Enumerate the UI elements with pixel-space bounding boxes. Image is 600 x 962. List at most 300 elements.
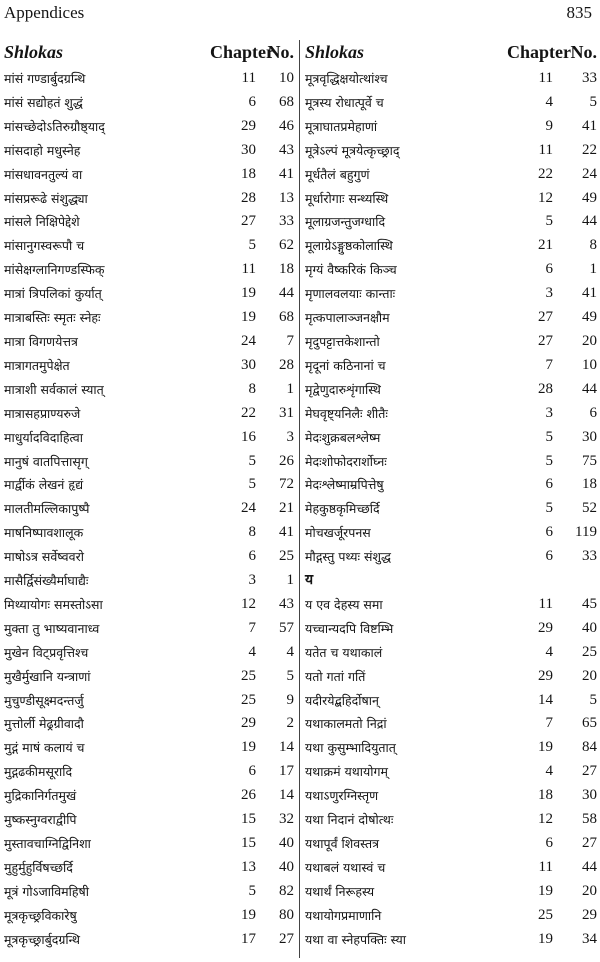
index-row bbox=[305, 784, 597, 808]
verse-number: 14 bbox=[279, 739, 294, 756]
shloka-text: माषनिष्पावशालूक bbox=[4, 525, 84, 541]
verse-number: 7 bbox=[286, 332, 294, 349]
chapter-number: 12 bbox=[538, 189, 553, 206]
chapter-number: 16 bbox=[241, 428, 256, 445]
shloka-text: मात्राबस्तिः स्मृतः स्नेहः bbox=[4, 310, 101, 326]
chapter-header: Chapter bbox=[210, 42, 274, 62]
shloka-text: मात्राशी सर्वकालं स्यात् bbox=[4, 381, 104, 397]
verse-number: 41 bbox=[582, 285, 597, 302]
index-row bbox=[4, 784, 294, 808]
shloka-text: मिथ्यायोगः समस्तोऽसा bbox=[4, 596, 103, 612]
verse-number: 5 bbox=[286, 667, 294, 684]
verse-number: 34 bbox=[582, 930, 597, 947]
index-row bbox=[305, 234, 597, 258]
shloka-text: मांसं सद्योहतं शुद्धं bbox=[4, 94, 83, 110]
verse-number: 31 bbox=[279, 404, 294, 421]
verse-number: 4 bbox=[286, 643, 294, 660]
chapter-number: 22 bbox=[241, 404, 256, 421]
verse-number: 33 bbox=[582, 548, 597, 565]
shloka-text: मुखैर्मुखानि यन्त्राणां bbox=[4, 668, 91, 684]
chapter-number: 13 bbox=[241, 858, 256, 875]
verse-number: 5 bbox=[589, 691, 597, 708]
column-header-row bbox=[305, 37, 597, 67]
verse-number: 45 bbox=[582, 595, 597, 612]
index-row bbox=[4, 665, 294, 689]
chapter-number: 29 bbox=[538, 619, 553, 636]
chapter-number: 3 bbox=[545, 285, 553, 302]
chapter-number: 6 bbox=[545, 476, 553, 493]
shloka-text: यतेत च यथाकालं bbox=[305, 644, 383, 660]
shloka-text: मुस्तावचाग्निद्विनिशा bbox=[4, 836, 91, 851]
shloka-text: मूत्रेऽल्पं मूत्रयेत्कृच्छ्राद् bbox=[305, 142, 400, 158]
shloka-text: मृद्वेणुदारुशृंगास्थि bbox=[305, 381, 381, 397]
chapter-number: 19 bbox=[241, 906, 256, 923]
shloka-text: मेहकुष्ठकृमिच्छर्दि bbox=[305, 501, 380, 517]
verse-number: 6 bbox=[589, 404, 597, 421]
chapter-number: 24 bbox=[241, 500, 256, 517]
shloka-text: मुखेन विट्प्रवृत्तिश्च bbox=[4, 644, 89, 660]
index-row bbox=[4, 163, 294, 187]
number-header: No. bbox=[570, 42, 597, 62]
verse-number: 40 bbox=[582, 619, 597, 636]
chapter-number: 5 bbox=[545, 428, 553, 445]
page-header bbox=[4, 3, 592, 25]
verse-number: 27 bbox=[582, 835, 597, 851]
chapter-number: 6 bbox=[248, 93, 256, 110]
index-row bbox=[305, 306, 597, 330]
index-row bbox=[4, 641, 294, 665]
verse-number: 44 bbox=[582, 858, 597, 875]
chapter-number: 7 bbox=[545, 356, 553, 373]
chapter-number: 4 bbox=[545, 763, 553, 780]
verse-number: 44 bbox=[582, 213, 597, 230]
index-row bbox=[305, 521, 597, 545]
shloka-text: मूलाग्रजन्तुजग्धादि bbox=[305, 214, 386, 230]
chapter-number: 6 bbox=[545, 524, 553, 541]
index-row bbox=[305, 450, 597, 474]
shloka-text: मौद्गस्तु पथ्यः संशुद्ध bbox=[305, 549, 391, 565]
chapter-number: 21 bbox=[538, 237, 553, 254]
verse-number: 1 bbox=[286, 380, 294, 397]
chapter-number: 11 bbox=[241, 70, 256, 86]
verse-number: 40 bbox=[279, 858, 294, 875]
index-row bbox=[305, 736, 597, 760]
chapter-number: 5 bbox=[248, 452, 256, 469]
chapter-number: 30 bbox=[241, 356, 256, 373]
index-row bbox=[305, 187, 597, 211]
verse-number: 10 bbox=[582, 356, 597, 373]
column-header-row bbox=[4, 37, 294, 67]
verse-number: 33 bbox=[582, 70, 597, 86]
index-row bbox=[4, 426, 294, 450]
chapter-number: 3 bbox=[545, 404, 553, 421]
shloka-index-right-column bbox=[305, 37, 597, 952]
index-row bbox=[4, 450, 294, 474]
shloka-text: मांसच्छेदोऽतिरुग्रौष्ठ्याद् bbox=[4, 118, 105, 134]
verse-number: 49 bbox=[582, 189, 597, 206]
verse-number: 22 bbox=[582, 141, 597, 158]
verse-number: 62 bbox=[279, 237, 294, 254]
shloka-text: मुहुर्मुहुर्विषच्छर्दि bbox=[4, 859, 73, 875]
shloka-text: मुद्रिकानिर्गतमुखं bbox=[4, 788, 77, 804]
page-number: 835 bbox=[566, 3, 592, 22]
chapter-number: 6 bbox=[545, 261, 553, 278]
shloka-text: मृग्यं वैष्करिकं किञ्च bbox=[305, 262, 397, 278]
shloka-text: मांसानुगस्वरूपौ च bbox=[4, 238, 85, 254]
verse-number: 30 bbox=[582, 428, 597, 445]
index-row bbox=[4, 593, 294, 617]
index-row bbox=[305, 856, 597, 880]
index-row bbox=[4, 712, 294, 736]
chapter-number: 5 bbox=[248, 476, 256, 493]
shloka-text: यथापूर्वं शिवस्तत्र bbox=[305, 836, 380, 851]
index-row bbox=[4, 378, 294, 402]
chapter-number: 14 bbox=[538, 691, 553, 708]
verse-number: 29 bbox=[582, 906, 597, 923]
verse-number: 65 bbox=[582, 715, 597, 732]
chapter-number: 18 bbox=[538, 787, 553, 804]
chapter-number: 6 bbox=[248, 548, 256, 565]
shlokas-header: Shlokas bbox=[4, 42, 64, 62]
verse-number: 21 bbox=[279, 500, 294, 517]
chapter-number: 17 bbox=[241, 930, 256, 947]
verse-number: 119 bbox=[575, 524, 597, 541]
chapter-number: 9 bbox=[545, 117, 553, 134]
verse-number: 3 bbox=[286, 428, 294, 445]
index-row bbox=[305, 67, 597, 91]
chapter-number: 18 bbox=[241, 165, 256, 182]
shloka-text: माधुर्यादविदाहित्वा bbox=[4, 429, 83, 445]
number-header: No. bbox=[267, 42, 294, 62]
shloka-text: यथार्थं निरूहस्य bbox=[305, 883, 375, 899]
index-row bbox=[4, 330, 294, 354]
section-title: Appendices bbox=[4, 3, 85, 22]
chapter-number: 27 bbox=[538, 332, 553, 349]
index-row bbox=[4, 67, 294, 91]
shloka-text: मूलाग्रेऽङ्गुष्ठकोलास्थि bbox=[305, 238, 393, 254]
shloka-text: यतो गतां गतिं bbox=[305, 668, 366, 684]
chapter-number: 5 bbox=[545, 213, 553, 230]
index-row bbox=[4, 904, 294, 928]
index-row bbox=[305, 545, 597, 569]
shloka-text: मूत्रं गोऽजाविमहिषी bbox=[4, 883, 89, 899]
shloka-text: मात्रां त्रिपलिकां कुर्यात् bbox=[4, 286, 102, 302]
index-row bbox=[4, 497, 294, 521]
verse-number: 18 bbox=[279, 261, 294, 278]
shloka-text: मृदूनां कठिनानां च bbox=[305, 357, 386, 373]
index-row bbox=[305, 115, 597, 139]
verse-number: 20 bbox=[582, 667, 597, 684]
shloka-text: मांसं गण्डार्बुदग्रन्थि bbox=[4, 71, 86, 86]
verse-number: 20 bbox=[582, 882, 597, 899]
verse-number: 24 bbox=[582, 165, 597, 182]
index-row bbox=[4, 91, 294, 115]
shloka-text: मासैर्द्विसंख्यैर्माघाद्यैः bbox=[4, 573, 89, 589]
chapter-number: 12 bbox=[538, 811, 553, 828]
index-row bbox=[305, 210, 597, 234]
chapter-number: 19 bbox=[241, 309, 256, 326]
shloka-text: यच्चान्यदपि विष्टम्भि bbox=[305, 620, 394, 636]
index-row bbox=[4, 234, 294, 258]
verse-number: 1 bbox=[286, 572, 294, 589]
chapter-number: 28 bbox=[241, 189, 256, 206]
index-row bbox=[4, 689, 294, 713]
letter-heading: य bbox=[305, 572, 314, 589]
index-row bbox=[305, 832, 597, 856]
verse-number: 33 bbox=[279, 213, 294, 230]
shloka-text: मेदःश्लेष्माम्रपित्तेषु bbox=[305, 477, 384, 493]
shloka-text: मात्रागतमुपेक्षेत bbox=[4, 357, 70, 373]
verse-number: 43 bbox=[279, 595, 294, 612]
chapter-number: 25 bbox=[241, 691, 256, 708]
chapter-number: 19 bbox=[538, 882, 553, 899]
verse-number: 80 bbox=[279, 906, 294, 923]
shloka-text: मूत्राघातप्रमेहाणां bbox=[305, 118, 378, 134]
chapter-number: 3 bbox=[248, 572, 256, 589]
index-row bbox=[4, 521, 294, 545]
shloka-text: मोचखर्जूरपनस bbox=[305, 525, 371, 541]
shloka-text: मूत्रकृच्छ्रार्बुदग्रन्थि bbox=[4, 931, 80, 947]
index-row bbox=[305, 689, 597, 713]
index-row bbox=[4, 856, 294, 880]
shloka-text: मालतीमल्लिकापुष्पै bbox=[4, 501, 90, 517]
shloka-text: मूर्धतैलं बहुगुणं bbox=[305, 166, 370, 182]
shloka-text: यदीरयेद्बहिर्दोषान् bbox=[305, 692, 379, 708]
index-row bbox=[305, 808, 597, 832]
verse-number: 17 bbox=[279, 763, 294, 780]
chapter-number: 11 bbox=[241, 261, 256, 278]
index-row bbox=[305, 641, 597, 665]
chapter-number: 4 bbox=[248, 643, 256, 660]
verse-number: 72 bbox=[279, 476, 294, 493]
index-row bbox=[4, 210, 294, 234]
shloka-text: मात्रासहप्राण्यरुजे bbox=[4, 405, 81, 421]
index-row bbox=[305, 163, 597, 187]
verse-number: 27 bbox=[582, 763, 597, 780]
shloka-text: यथा वा स्नेहपक्तिः स्या bbox=[305, 931, 406, 947]
shloka-text: मांसप्ररूढे संशुद्ध्या bbox=[4, 190, 88, 206]
verse-number: 41 bbox=[582, 117, 597, 134]
chapter-number: 11 bbox=[538, 70, 553, 86]
shloka-text: मुत्तोर्ली मेढ्रग्रीवादौ bbox=[4, 716, 84, 732]
verse-number: 58 bbox=[582, 811, 597, 828]
shloka-text: मानुषं वातपित्तासृग् bbox=[4, 453, 88, 469]
shloka-text: मात्रा विगणयेत्तत्र bbox=[4, 333, 78, 349]
index-row bbox=[4, 545, 294, 569]
verse-number: 18 bbox=[582, 476, 597, 493]
shloka-text: यथाऽणुरग्निस्तृण bbox=[305, 788, 379, 804]
shloka-text: यथाकालमतो निद्रां bbox=[305, 716, 387, 732]
shloka-text: माषोऽत्र सर्वेष्ववरो bbox=[4, 549, 84, 565]
index-row bbox=[305, 617, 597, 641]
shloka-text: मांसले निक्षिपेद्देशे bbox=[4, 214, 80, 230]
verse-number: 2 bbox=[286, 715, 294, 732]
verse-number: 84 bbox=[582, 739, 597, 756]
chapter-number: 5 bbox=[248, 882, 256, 899]
index-row bbox=[4, 282, 294, 306]
verse-number: 10 bbox=[279, 70, 294, 86]
chapter-number: 24 bbox=[241, 332, 256, 349]
shloka-text: यथायोगप्रमाणानि bbox=[305, 907, 382, 923]
chapter-number: 5 bbox=[545, 452, 553, 469]
index-row bbox=[4, 306, 294, 330]
index-row bbox=[4, 258, 294, 282]
chapter-number: 15 bbox=[241, 811, 256, 828]
index-row bbox=[4, 928, 294, 952]
index-row bbox=[4, 402, 294, 426]
verse-number: 57 bbox=[279, 619, 294, 636]
chapter-number: 11 bbox=[538, 141, 553, 158]
chapter-number: 28 bbox=[538, 380, 553, 397]
chapter-number: 29 bbox=[538, 667, 553, 684]
shloka-index-left-column bbox=[4, 37, 294, 952]
verse-number: 5 bbox=[589, 93, 597, 110]
verse-number: 9 bbox=[286, 691, 294, 708]
shloka-text: मुद्गं माषं कलायं च bbox=[4, 740, 85, 756]
verse-number: 75 bbox=[582, 452, 597, 469]
index-row bbox=[305, 928, 597, 952]
shloka-text: यथा कुसुम्भादियुतात् bbox=[305, 740, 396, 756]
shloka-text: मुष्कस्नुग्वराद्वीपि bbox=[4, 812, 77, 828]
chapter-number: 7 bbox=[248, 619, 256, 636]
verse-number: 25 bbox=[279, 548, 294, 565]
column-divider bbox=[299, 40, 300, 958]
chapter-number: 29 bbox=[241, 117, 256, 134]
chapter-number: 25 bbox=[241, 667, 256, 684]
shlokas-header: Shlokas bbox=[305, 42, 365, 62]
index-row bbox=[4, 760, 294, 784]
shloka-text: मार्द्वीकं लेखनं हृद्यं bbox=[4, 477, 84, 493]
chapter-header: Chapter bbox=[507, 42, 571, 62]
chapter-number: 8 bbox=[248, 380, 256, 397]
shloka-text: मृदुपट्टात्तकेशान्तो bbox=[305, 333, 380, 349]
index-row bbox=[4, 808, 294, 832]
chapter-number: 15 bbox=[241, 835, 256, 851]
index-row bbox=[305, 880, 597, 904]
shloka-text: मूत्रकृच्छ्रविकारेषु bbox=[4, 907, 77, 923]
verse-number: 1 bbox=[589, 261, 597, 278]
shloka-text: यथाक्रमं यथायोगम् bbox=[305, 764, 388, 780]
verse-number: 28 bbox=[279, 356, 294, 373]
chapter-number: 27 bbox=[538, 309, 553, 326]
verse-number: 25 bbox=[582, 643, 597, 660]
verse-number: 52 bbox=[582, 500, 597, 517]
chapter-number: 29 bbox=[241, 715, 256, 732]
index-row bbox=[4, 473, 294, 497]
chapter-number: 5 bbox=[545, 500, 553, 517]
verse-number: 68 bbox=[279, 309, 294, 326]
verse-number bbox=[553, 569, 597, 593]
chapter-number: 7 bbox=[545, 715, 553, 732]
verse-number: 20 bbox=[582, 332, 597, 349]
verse-number: 41 bbox=[279, 165, 294, 182]
chapter-number: 19 bbox=[538, 930, 553, 947]
index-row bbox=[305, 665, 597, 689]
index-row bbox=[4, 736, 294, 760]
shloka-text: मेदःशुक्रबलश्लेष्म bbox=[305, 429, 381, 445]
shloka-text: मुचुण्डीसूक्ष्मदन्तर्जु bbox=[4, 692, 84, 708]
index-row bbox=[305, 712, 597, 736]
index-row bbox=[4, 880, 294, 904]
shloka-text: मूत्रस्य रोधात्पूर्वे च bbox=[305, 94, 384, 110]
index-row bbox=[305, 593, 597, 617]
verse-number: 30 bbox=[582, 787, 597, 804]
shloka-text: मुद्ग‍ढकीमसूरादि bbox=[4, 764, 73, 780]
chapter-number: 11 bbox=[538, 595, 553, 612]
chapter-number: 25 bbox=[538, 906, 553, 923]
chapter-number: 19 bbox=[241, 739, 256, 756]
index-row bbox=[305, 473, 597, 497]
shloka-text: मांसदाहो मधुस्नेह bbox=[4, 142, 81, 158]
chapter-number: 19 bbox=[241, 285, 256, 302]
verse-number: 40 bbox=[279, 835, 294, 851]
chapter-number: 27 bbox=[241, 213, 256, 230]
shloka-text: मेदःशोफोदरार्शोघ्नः bbox=[305, 453, 387, 469]
index-row bbox=[4, 617, 294, 641]
verse-number: 43 bbox=[279, 141, 294, 158]
chapter-number: 11 bbox=[538, 858, 553, 875]
index-row bbox=[4, 354, 294, 378]
verse-number: 44 bbox=[582, 380, 597, 397]
shloka-text: मांसेक्षग्लानिगण्डस्फिक् bbox=[4, 262, 105, 278]
index-row bbox=[305, 330, 597, 354]
chapter-number: 6 bbox=[545, 835, 553, 851]
verse-number: 49 bbox=[582, 309, 597, 326]
chapter-number: 6 bbox=[545, 548, 553, 565]
chapter-number: 30 bbox=[241, 141, 256, 158]
chapter-number: 8 bbox=[248, 524, 256, 541]
verse-number: 13 bbox=[279, 189, 294, 206]
shloka-text: मृणालवलयाः कान्ताः bbox=[305, 286, 396, 302]
shloka-text: य एव देहस्य समा bbox=[305, 596, 383, 612]
index-row bbox=[4, 139, 294, 163]
verse-number: 32 bbox=[279, 811, 294, 828]
verse-number: 41 bbox=[279, 524, 294, 541]
chapter-number: 19 bbox=[538, 739, 553, 756]
chapter-number: 4 bbox=[545, 93, 553, 110]
shloka-text: मांसधावनतुल्यं वा bbox=[4, 166, 83, 182]
index-row bbox=[305, 904, 597, 928]
index-row bbox=[305, 426, 597, 450]
verse-number: 68 bbox=[279, 93, 294, 110]
shloka-text: मृत्कपालाञ्जनक्षौम bbox=[305, 310, 390, 326]
shloka-text: मूत्रवृद्धिक्षयोत्थांश्च bbox=[305, 71, 388, 86]
index-row bbox=[305, 497, 597, 521]
index-row bbox=[4, 115, 294, 139]
index-row bbox=[305, 91, 597, 115]
index-row bbox=[305, 760, 597, 784]
index-row bbox=[305, 354, 597, 378]
chapter-number bbox=[507, 569, 553, 593]
chapter-number: 5 bbox=[248, 237, 256, 254]
verse-number: 46 bbox=[279, 117, 294, 134]
shloka-text: यथाबलं यथास्वं च bbox=[305, 859, 386, 875]
verse-number: 82 bbox=[279, 882, 294, 899]
index-row bbox=[305, 569, 597, 593]
chapter-number: 26 bbox=[241, 787, 256, 804]
verse-number: 26 bbox=[279, 452, 294, 469]
index-row bbox=[305, 402, 597, 426]
chapter-number: 22 bbox=[538, 165, 553, 182]
verse-number: 44 bbox=[279, 285, 294, 302]
chapter-number: 6 bbox=[248, 763, 256, 780]
chapter-number: 12 bbox=[241, 595, 256, 612]
index-row bbox=[305, 258, 597, 282]
shloka-text: यथा निदानं दोषोत्थः bbox=[305, 812, 394, 828]
index-row bbox=[305, 378, 597, 402]
chapter-number: 4 bbox=[545, 643, 553, 660]
shloka-text: मेघवृष्ट्यनिलैः शीतैः bbox=[305, 405, 388, 421]
